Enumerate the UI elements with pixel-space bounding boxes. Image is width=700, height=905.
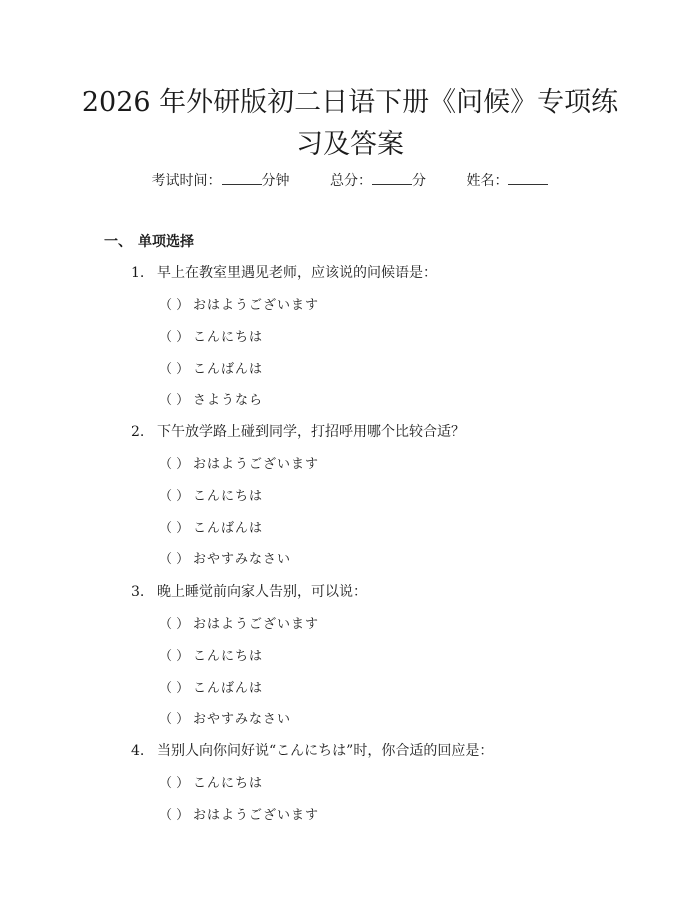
time-unit: 分钟 [261, 173, 290, 189]
question-number: 3. [131, 584, 145, 600]
option-bracket: （ ） [159, 776, 190, 791]
question-text: 当别人向你问好说“こんにちは”时，你合适的回应是： [157, 743, 494, 759]
option-text: こんにちは [193, 649, 264, 664]
question-2-option-2[interactable] [159, 485, 263, 504]
score-blank [372, 172, 412, 185]
option-bracket: （ ） [159, 617, 190, 632]
question-4-option-1[interactable] [159, 772, 263, 791]
question-3-option-2[interactable] [159, 645, 263, 664]
question-number: 4. [131, 743, 145, 759]
section-number: 一、 [104, 234, 132, 250]
option-bracket: （ ） [159, 808, 190, 823]
option-bracket: （ ） [159, 457, 190, 472]
exam-time [152, 173, 294, 189]
question-2-option-3[interactable] [159, 517, 263, 536]
score-unit: 分 [412, 173, 426, 189]
option-text: こんにちは [193, 776, 264, 791]
name-label: 姓名： [466, 173, 509, 189]
question-text: 早上在教室里遇见老师，应该说的问候语是： [157, 265, 437, 281]
option-bracket: （ ） [159, 552, 190, 567]
option-text: おはようございます [193, 457, 320, 472]
option-text: おはようございます [193, 298, 320, 313]
question-1-option-1[interactable] [159, 294, 319, 313]
document-title [60, 82, 640, 166]
option-text: こんにちは [193, 330, 264, 345]
option-bracket: （ ） [159, 681, 190, 696]
option-text: こんばんは [193, 521, 264, 536]
question-4-option-2[interactable] [159, 804, 319, 823]
question-text: 晚上睡觉前向家人告别，可以说： [157, 584, 367, 600]
score-label: 总分： [330, 173, 372, 189]
question-3-option-3[interactable] [159, 677, 263, 696]
option-bracket: （ ） [159, 521, 190, 536]
option-bracket: （ ） [159, 712, 190, 727]
question-3-option-1[interactable] [159, 613, 319, 632]
exam-meta [0, 170, 700, 190]
question-4 [131, 740, 493, 760]
option-bracket: （ ） [159, 489, 190, 504]
question-number: 2. [131, 424, 145, 440]
section-title: 单项选择 [138, 234, 194, 250]
option-text: こんにちは [193, 489, 264, 504]
time-blank [222, 172, 262, 185]
title-line-1: 2026 年外研版初二日语下册《问候》专项练 [81, 87, 619, 118]
name-blank [508, 172, 548, 185]
question-2-option-1[interactable] [159, 453, 319, 472]
question-number: 1. [131, 265, 145, 281]
option-text: おやすみなさい [193, 712, 292, 727]
option-bracket: （ ） [159, 362, 190, 377]
option-text: こんばんは [193, 362, 264, 377]
question-1 [131, 262, 437, 282]
title-line-2: 习及答案 [296, 129, 404, 160]
student-name [466, 173, 548, 189]
option-text: おやすみなさい [193, 552, 292, 567]
option-bracket: （ ） [159, 393, 190, 408]
option-bracket: （ ） [159, 330, 190, 345]
time-label: 考试时间： [151, 173, 222, 189]
question-2-option-4[interactable] [159, 548, 291, 567]
exam-score [330, 173, 430, 189]
question-1-option-4[interactable] [159, 389, 263, 408]
question-text: 下午放学路上碰到同学，打招呼用哪个比较合适？ [157, 424, 465, 440]
question-3-option-4[interactable] [159, 708, 291, 727]
option-text: おはようございます [193, 808, 320, 823]
option-text: さようなら [193, 393, 264, 408]
option-text: おはようございます [193, 617, 320, 632]
question-3 [131, 581, 367, 601]
option-bracket: （ ） [159, 298, 190, 313]
option-text: こんばんは [193, 681, 264, 696]
question-2 [131, 421, 465, 441]
question-1-option-3[interactable] [159, 358, 263, 377]
question-1-option-2[interactable] [159, 326, 263, 345]
option-bracket: （ ） [159, 649, 190, 664]
section-heading [104, 231, 194, 251]
